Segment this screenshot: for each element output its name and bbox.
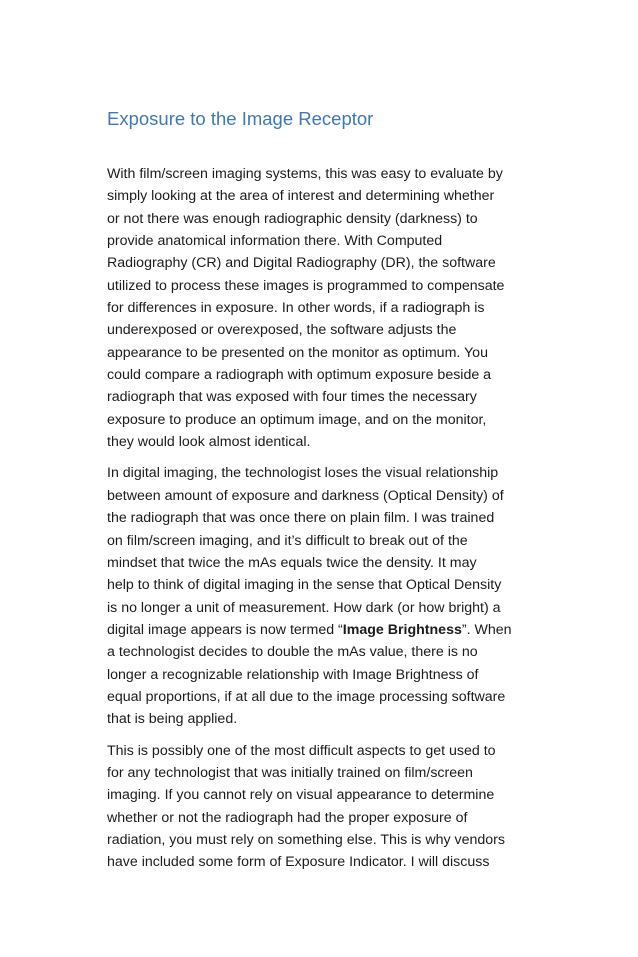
text-line: have included some form of Exposure Indicator. I will discuss bbox=[107, 854, 490, 871]
text-line: is no longer a unit of measurement. How dark (or how bright) a bbox=[107, 599, 501, 616]
text-line: between amount of exposure and darkness (Optical Density) of bbox=[107, 487, 504, 504]
text-line: Radiography (CR) and Digital Radiography (DR), the software bbox=[107, 255, 496, 272]
text-line: a technologist decides to double the mAs value, there is no bbox=[107, 644, 478, 661]
bold-term-image-brightness: Image Brightness bbox=[342, 621, 462, 638]
text-line: equal proportions, if at all due to the image processing software bbox=[107, 688, 506, 705]
text-line: appearance to be presented on the monitor as optimum. You bbox=[107, 344, 488, 361]
paragraph-spacer bbox=[107, 453, 537, 462]
emphasis-prefix: digital image appears is now termed “ bbox=[107, 621, 343, 638]
text-line: mindset that twice the mAs equals twice the density. It may bbox=[107, 554, 477, 571]
paragraph-2 bbox=[107, 462, 537, 730]
text-line: longer a recognizable relationship with Image Brightness of bbox=[107, 666, 479, 683]
text-line: whether or not the radiograph had the proper exposure of bbox=[107, 809, 468, 826]
text-line: for any technologist that was initially trained on film/screen bbox=[107, 764, 473, 781]
text-line: exposure to produce an optimum image, and on the monitor, bbox=[107, 411, 487, 428]
text-line: In digital imaging, the technologist loses the visual relationship bbox=[107, 465, 499, 482]
section-heading: Exposure to the Image Receptor bbox=[107, 108, 374, 129]
text-line-with-emphasis bbox=[107, 619, 537, 641]
text-line: for differences in exposure. In other words, if a radiograph is bbox=[107, 300, 485, 317]
text-line: radiograph that was exposed with four times the necessary bbox=[107, 389, 477, 406]
text-line: provide anatomical information there. With Computed bbox=[107, 233, 443, 250]
text-line: simply looking at the area of interest and determining whether bbox=[107, 188, 495, 205]
text-line: imaging. If you cannot rely on visual appearance to determine bbox=[107, 787, 495, 804]
paragraph-3 bbox=[107, 740, 537, 874]
paragraph-1 bbox=[107, 163, 537, 453]
emphasis-suffix: ”. When bbox=[461, 621, 512, 638]
text-line: utilized to process these images is programmed to compensate bbox=[107, 277, 505, 294]
paragraph-spacer bbox=[107, 731, 537, 740]
text-line: help to think of digital imaging in the sense that Optical Density bbox=[107, 577, 502, 594]
text-line: underexposed or overexposed, the software adjusts the bbox=[107, 322, 457, 339]
text-line: they would look almost identical. bbox=[107, 434, 311, 451]
text-line: or not there was enough radiographic density (darkness) to bbox=[107, 210, 478, 227]
text-line: could compare a radiograph with optimum exposure beside a bbox=[107, 367, 492, 384]
text-line: radiation, you must rely on something else. This is why vendors bbox=[107, 831, 505, 848]
text-line: With film/screen imaging systems, this was easy to evaluate by bbox=[107, 166, 503, 182]
text-line: on film/screen imaging, and it’s difficult to break out of the bbox=[107, 532, 468, 549]
text-line: that is being applied. bbox=[107, 711, 238, 728]
document-body bbox=[107, 163, 537, 874]
text-line: the radiograph that was once there on plain film. I was trained bbox=[107, 510, 495, 527]
text-line: This is possibly one of the most difficult aspects to get used to bbox=[107, 742, 496, 759]
